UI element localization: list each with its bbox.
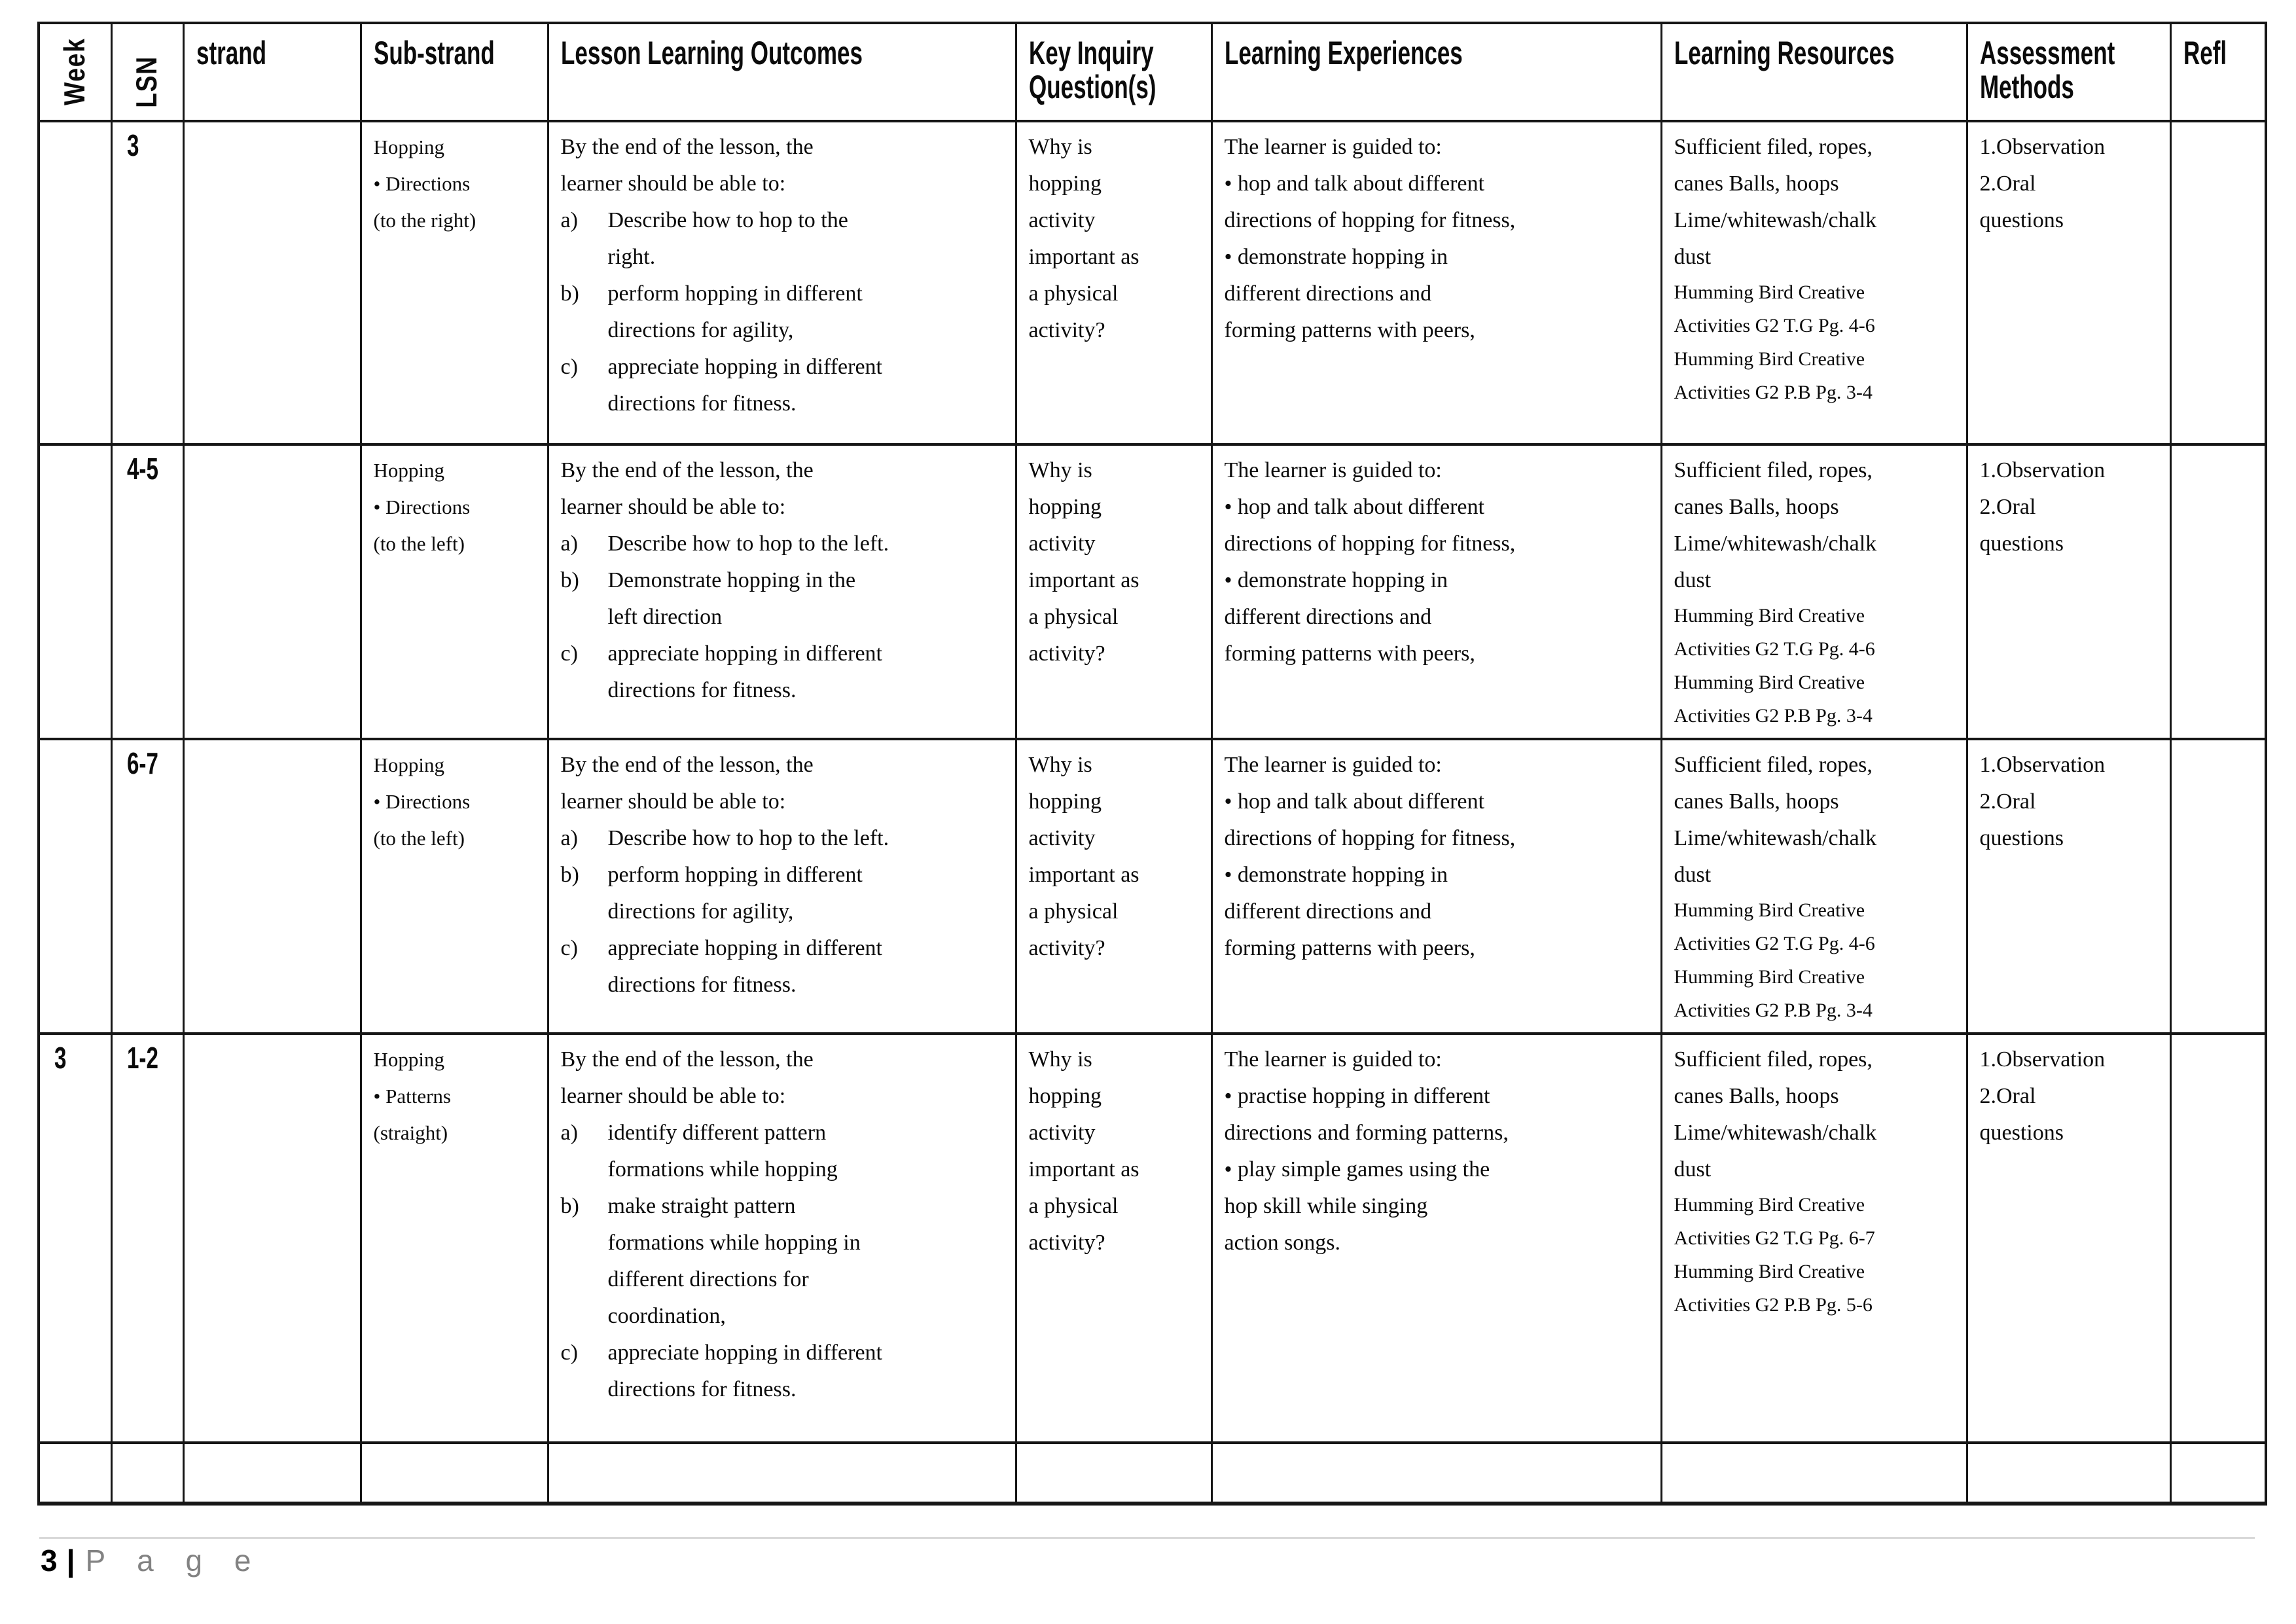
assessment-line: questions [1979, 531, 2064, 556]
experience-line: • play simple games using the [1224, 1157, 1490, 1182]
refl-cell [2170, 1443, 2266, 1504]
experiences-cell [1211, 739, 1661, 1034]
lsn-cell [111, 121, 183, 444]
resources-cell [1661, 1034, 1967, 1443]
outcome-item-line: directions for fitness. [607, 1377, 797, 1401]
outcome-item-line: make straight pattern [607, 1193, 796, 1218]
sub-strand-cell [361, 1034, 548, 1443]
outcome-item-line: right. [607, 244, 656, 269]
list-marker: b) [560, 568, 579, 592]
resources-cell [1661, 739, 1967, 1034]
sub-strand-line: Hopping [373, 458, 444, 482]
list-marker: a) [560, 1120, 578, 1145]
week-number: 3 [54, 1040, 67, 1075]
key-inquiry-line: activity [1028, 825, 1096, 850]
sub-strand-line: Hopping [373, 1047, 444, 1071]
outcomes-cell [548, 1443, 1016, 1504]
experience-line: • demonstrate hopping in [1224, 862, 1448, 887]
experience-line: forming patterns with peers, [1224, 317, 1475, 342]
footer-label: P a g e [85, 1543, 263, 1578]
resource-material-line: canes Balls, hoops [1674, 1083, 1839, 1108]
experiences-cell [1211, 1443, 1661, 1504]
outcome-item-line: Describe how to hop to the left. [607, 531, 889, 556]
lsn-cell [111, 1443, 183, 1504]
outcome-item-line: appreciate hopping in different [607, 354, 882, 379]
experience-line: forming patterns with peers, [1224, 935, 1475, 960]
page-footer [41, 1542, 262, 1579]
key-inquiry-cell [1016, 1443, 1211, 1504]
outcomes-intro-line: By the end of the lesson, the [560, 752, 814, 777]
experience-line: directions of hopping for fitness, [1224, 208, 1516, 232]
header-outcomes [548, 23, 1016, 121]
key-inquiry-cell [1016, 1034, 1211, 1443]
outcomes-intro-line: learner should be able to: [560, 494, 786, 519]
assessment-line: 1.Observation [1979, 134, 2106, 159]
outcomes-cell [548, 121, 1016, 444]
outcome-item [561, 857, 1005, 930]
header-assessment-label: Assessment Methods [1979, 35, 2115, 105]
outcomes-cell [548, 739, 1016, 1034]
outcome-item-lines [608, 930, 1005, 1003]
resource-material-line: Sufficient filed, ropes, [1674, 134, 1873, 159]
key-inquiry-line: activity [1028, 1120, 1096, 1145]
sub-strand-line: Hopping [373, 753, 444, 776]
sub-strand-line: (to the left) [373, 532, 465, 555]
resource-material-line: Sufficient filed, ropes, [1674, 1047, 1873, 1072]
experience-line: • hop and talk about different [1224, 789, 1484, 814]
resource-material-line: Lime/whitewash/chalk [1674, 825, 1877, 850]
outcome-item-line: directions for agility, [607, 899, 794, 924]
resource-material-line: canes Balls, hoops [1674, 789, 1839, 814]
resource-material-line: Sufficient filed, ropes, [1674, 752, 1873, 777]
assessment-line: questions [1979, 208, 2064, 232]
experience-line: different directions and [1224, 604, 1432, 629]
week-cell [39, 444, 111, 739]
header-key-inquiry-label: Key Inquiry Question(s) [1028, 35, 1156, 105]
key-inquiry-line: a physical [1028, 604, 1119, 629]
header-week [39, 23, 111, 121]
experience-line: directions and forming patterns, [1224, 1120, 1509, 1145]
outcomes-intro-line: By the end of the lesson, the [560, 1047, 814, 1072]
resource-material-line: dust [1674, 862, 1712, 887]
outcome-item-lines [608, 1115, 1005, 1188]
key-inquiry-line: activity? [1028, 641, 1105, 666]
key-inquiry-line: activity? [1028, 317, 1105, 342]
assessment-cell [1967, 739, 2170, 1034]
outcome-item [561, 636, 1005, 709]
resource-material-line: Sufficient filed, ropes, [1674, 458, 1873, 482]
sub-strand-cell [361, 1443, 548, 1504]
list-marker: c) [560, 641, 578, 666]
key-inquiry-line: hopping [1028, 789, 1102, 814]
resource-book-line: Humming Bird Creative [1674, 348, 1865, 370]
experience-line: • hop and talk about different [1224, 494, 1484, 519]
experience-line: The learner is guided to: [1224, 1047, 1442, 1072]
list-marker: c) [560, 354, 578, 379]
resource-book-line: Humming Bird Creative [1674, 1193, 1865, 1216]
experience-line: directions of hopping for fitness, [1224, 825, 1516, 850]
assessment-line: 2.Oral [1979, 171, 2036, 196]
outcome-item-line: Describe how to hop to the left. [607, 825, 889, 850]
outcome-item-line: different directions for [607, 1267, 809, 1291]
strand-cell [183, 121, 361, 444]
header-sub-strand [361, 23, 548, 121]
outcomes-intro-line: learner should be able to: [560, 1083, 786, 1108]
resources-cell [1661, 444, 1967, 739]
experience-line: directions of hopping for fitness, [1224, 531, 1516, 556]
strand-cell [183, 1034, 361, 1443]
resource-material-line: Lime/whitewash/chalk [1674, 1120, 1877, 1145]
resource-book-line: Activities G2 P.B Pg. 3-4 [1674, 381, 1873, 403]
outcome-item [561, 276, 1005, 349]
list-marker: a) [560, 825, 578, 850]
lsn-number: 6-7 [126, 746, 158, 780]
outcome-item [561, 930, 1005, 1003]
outcome-item-lines [608, 820, 1005, 857]
header-strand-label: strand [196, 35, 266, 71]
strand-cell [183, 739, 361, 1034]
key-inquiry-line: activity? [1028, 1230, 1105, 1255]
experience-line: • practise hopping in different [1224, 1083, 1490, 1108]
key-inquiry-line: a physical [1028, 281, 1119, 306]
outcomes-intro-line: learner should be able to: [560, 789, 786, 814]
experience-line: The learner is guided to: [1224, 134, 1442, 159]
experience-line: • hop and talk about different [1224, 171, 1484, 196]
outcome-item [561, 562, 1005, 636]
refl-cell [2170, 1034, 2266, 1443]
outcome-item-line: directions for fitness. [607, 391, 797, 416]
resources-cell [1661, 121, 1967, 444]
assessment-line: 1.Observation [1979, 1047, 2106, 1072]
outcome-item-line: perform hopping in different [607, 862, 863, 887]
footer-separator: | [66, 1543, 75, 1578]
header-strand [183, 23, 361, 121]
experience-line: The learner is guided to: [1224, 458, 1442, 482]
sub-strand-cell [361, 739, 548, 1034]
key-inquiry-cell [1016, 739, 1211, 1034]
header-experiences-label: Learning Experiences [1224, 35, 1463, 71]
list-marker: b) [560, 281, 579, 306]
header-lsn [111, 23, 183, 121]
header-week-label: Week [58, 37, 91, 105]
outcome-item [561, 820, 1005, 857]
resource-book-line: Humming Bird Creative [1674, 281, 1865, 303]
key-inquiry-line: important as [1028, 862, 1139, 887]
list-marker: a) [560, 208, 578, 232]
outcome-item-lines [608, 349, 1005, 422]
key-inquiry-line: important as [1028, 244, 1139, 269]
assessment-cell [1967, 1443, 2170, 1504]
experiences-cell [1211, 1034, 1661, 1443]
outcomes-intro-line: By the end of the lesson, the [560, 134, 814, 159]
outcomes-intro-line: By the end of the lesson, the [560, 458, 814, 482]
assessment-line: 1.Observation [1979, 458, 2106, 482]
resource-material-line: canes Balls, hoops [1674, 494, 1839, 519]
outcome-item [561, 349, 1005, 422]
experiences-cell [1211, 121, 1661, 444]
sub-strand-line: • Directions [373, 171, 471, 195]
experience-line: The learner is guided to: [1224, 752, 1442, 777]
week-cell [39, 1443, 111, 1504]
header-key-inquiry [1016, 23, 1211, 121]
sub-strand-cell [361, 121, 548, 444]
outcome-item-lines [608, 276, 1005, 349]
sub-strand-cell [361, 444, 548, 739]
experiences-cell [1211, 444, 1661, 739]
lesson-row [39, 739, 2266, 1034]
header-sub-strand-label: Sub-strand [373, 35, 495, 71]
resource-book-line: Humming Bird Creative [1674, 1260, 1865, 1282]
experience-line: hop skill while singing [1224, 1193, 1428, 1218]
resource-book-line: Humming Bird Creative [1674, 604, 1865, 626]
outcome-item [561, 526, 1005, 562]
outcome-item-line: left direction [607, 604, 723, 629]
outcome-item-line: coordination, [607, 1303, 726, 1328]
resource-book-line: Humming Bird Creative [1674, 965, 1865, 988]
key-inquiry-line: Why is [1028, 1047, 1092, 1072]
outcome-item-lines [608, 636, 1005, 709]
experience-line: • demonstrate hopping in [1224, 568, 1448, 592]
experience-line: • demonstrate hopping in [1224, 244, 1448, 269]
header-experiences [1211, 23, 1661, 121]
resource-book-line: Activities G2 P.B Pg. 3-4 [1674, 999, 1873, 1021]
outcome-item-lines [608, 562, 1005, 636]
header-assessment [1967, 23, 2170, 121]
resource-book-line: Activities G2 T.G Pg. 4-6 [1674, 314, 1875, 336]
refl-cell [2170, 739, 2266, 1034]
lsn-cell [111, 739, 183, 1034]
outcome-item-lines [608, 526, 1005, 562]
key-inquiry-line: important as [1028, 1157, 1139, 1182]
key-inquiry-line: activity [1028, 531, 1096, 556]
experience-line: different directions and [1224, 281, 1432, 306]
key-inquiry-line: important as [1028, 568, 1139, 592]
header-resources-label: Learning Resources [1674, 35, 1895, 71]
resource-book-line: Activities G2 P.B Pg. 3-4 [1674, 704, 1873, 727]
sub-strand-line: Hopping [373, 135, 444, 158]
outcomes-intro-line: learner should be able to: [560, 171, 786, 196]
assessment-cell [1967, 444, 2170, 739]
key-inquiry-line: Why is [1028, 458, 1092, 482]
sub-strand-line: • Directions [373, 495, 471, 518]
key-inquiry-line: hopping [1028, 494, 1102, 519]
strand-cell [183, 444, 361, 739]
lsn-number: 1-2 [126, 1040, 158, 1075]
outcome-item-line: appreciate hopping in different [607, 641, 882, 666]
resource-material-line: dust [1674, 244, 1712, 269]
key-inquiry-line: Why is [1028, 752, 1092, 777]
week-cell [39, 1034, 111, 1443]
sub-strand-line: (to the left) [373, 826, 465, 850]
outcome-item-line: appreciate hopping in different [607, 935, 882, 960]
lsn-number: 3 [126, 128, 139, 162]
outcome-item-line: formations while hopping [607, 1157, 838, 1182]
sub-strand-line: • Directions [373, 789, 471, 813]
lsn-cell [111, 444, 183, 739]
lsn-number: 4-5 [126, 451, 158, 486]
sub-strand-line: (straight) [373, 1121, 448, 1144]
outcome-item-line: formations while hopping in [607, 1230, 861, 1255]
outcomes-cell [548, 1034, 1016, 1443]
resource-material-line: Lime/whitewash/chalk [1674, 208, 1877, 232]
resource-book-line: Humming Bird Creative [1674, 899, 1865, 921]
refl-cell [2170, 444, 2266, 739]
assessment-line: 2.Oral [1979, 1083, 2036, 1108]
outcome-item-lines [608, 857, 1005, 930]
list-marker: c) [560, 1340, 578, 1365]
resource-material-line: canes Balls, hoops [1674, 171, 1839, 196]
resource-material-line: dust [1674, 568, 1712, 592]
sub-strand-line: • Patterns [373, 1084, 451, 1108]
lesson-row [39, 121, 2266, 444]
key-inquiry-line: hopping [1028, 1083, 1102, 1108]
list-marker: c) [560, 935, 578, 960]
header-row [39, 23, 2266, 121]
resource-material-line: dust [1674, 1157, 1712, 1182]
key-inquiry-line: hopping [1028, 171, 1102, 196]
empty-row [39, 1443, 2266, 1504]
header-resources [1661, 23, 1967, 121]
list-marker: a) [560, 531, 578, 556]
strand-cell [183, 1443, 361, 1504]
resource-book-line: Activities G2 T.G Pg. 4-6 [1674, 932, 1875, 954]
resource-book-line: Activities G2 T.G Pg. 6-7 [1674, 1227, 1875, 1249]
outcome-item-lines [608, 1335, 1005, 1408]
outcome-item-line: directions for fitness. [607, 972, 797, 997]
outcome-item-line: directions for agility, [607, 317, 794, 342]
assessment-line: questions [1979, 1120, 2064, 1145]
outcome-item [561, 1188, 1005, 1335]
key-inquiry-cell [1016, 121, 1211, 444]
lesson-row [39, 444, 2266, 739]
footer-divider [39, 1537, 2255, 1539]
outcome-item-line: appreciate hopping in different [607, 1340, 882, 1365]
list-marker: b) [560, 862, 579, 887]
page-number: 3 [41, 1543, 58, 1578]
assessment-line: 2.Oral [1979, 789, 2036, 814]
assessment-cell [1967, 121, 2170, 444]
header-outcomes-label: Lesson Learning Outcomes [560, 35, 863, 71]
key-inquiry-line: Why is [1028, 134, 1092, 159]
experience-line: different directions and [1224, 899, 1432, 924]
experience-line: forming patterns with peers, [1224, 641, 1475, 666]
outcome-item-line: directions for fitness. [607, 677, 797, 702]
week-cell [39, 121, 111, 444]
outcome-item-line: identify different pattern [607, 1120, 827, 1145]
header-refl-label: Refl [2183, 35, 2227, 71]
lsn-cell [111, 1034, 183, 1443]
header-refl [2170, 23, 2266, 121]
resource-book-line: Activities G2 T.G Pg. 4-6 [1674, 638, 1875, 660]
assessment-line: questions [1979, 825, 2064, 850]
outcome-item-lines [608, 1188, 1005, 1335]
table-body [39, 121, 2266, 1504]
outcome-item-line: Describe how to hop to the [607, 208, 848, 232]
outcome-item-line: perform hopping in different [607, 281, 863, 306]
sub-strand-line: (to the right) [373, 208, 476, 232]
key-inquiry-line: activity? [1028, 935, 1105, 960]
assessment-line: 1.Observation [1979, 752, 2106, 777]
key-inquiry-line: a physical [1028, 899, 1119, 924]
resource-book-line: Activities G2 P.B Pg. 5-6 [1674, 1293, 1873, 1316]
header-lsn-label: LSN [131, 55, 163, 108]
table-header [39, 23, 2266, 121]
key-inquiry-line: a physical [1028, 1193, 1119, 1218]
outcomes-cell [548, 444, 1016, 739]
outcome-item-line: Demonstrate hopping in the [607, 568, 856, 592]
refl-cell [2170, 121, 2266, 444]
outcome-item-lines [608, 202, 1005, 276]
assessment-cell [1967, 1034, 2170, 1443]
key-inquiry-line: activity [1028, 208, 1096, 232]
list-marker: b) [560, 1193, 579, 1218]
scheme-of-work-table [37, 22, 2267, 1506]
assessment-line: 2.Oral [1979, 494, 2036, 519]
week-cell [39, 739, 111, 1034]
outcome-item [561, 1115, 1005, 1188]
experience-line: action songs. [1224, 1230, 1341, 1255]
resource-book-line: Humming Bird Creative [1674, 671, 1865, 693]
resource-material-line: Lime/whitewash/chalk [1674, 531, 1877, 556]
resources-cell [1661, 1443, 1967, 1504]
outcome-item [561, 1335, 1005, 1408]
key-inquiry-cell [1016, 444, 1211, 739]
lesson-row [39, 1034, 2266, 1443]
outcome-item [561, 202, 1005, 276]
